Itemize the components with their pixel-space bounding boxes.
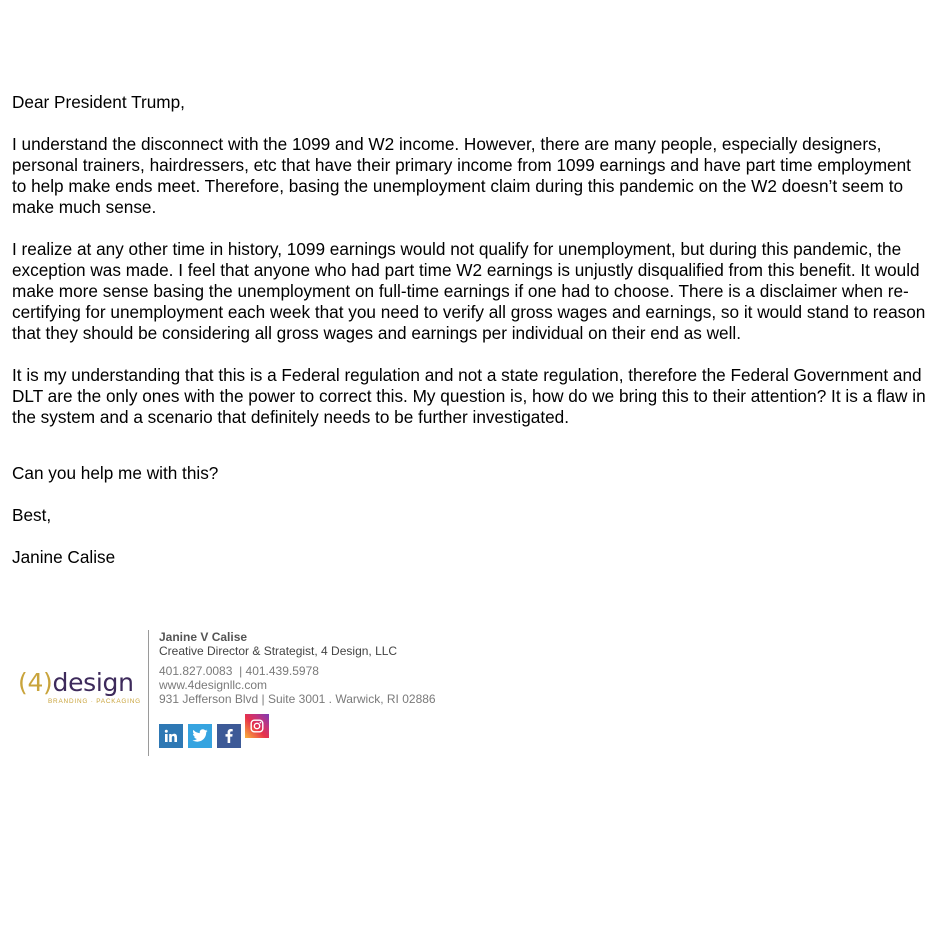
signature-title: Creative Director & Strategist, 4 Design, LLC — [159, 644, 398, 658]
social-links — [159, 714, 299, 754]
signature-divider — [148, 630, 149, 756]
twitter-icon[interactable] — [188, 724, 212, 748]
logo-tagline: BRANDING · PACKAGING — [48, 698, 141, 705]
logo-mark: (4) — [18, 668, 53, 697]
paragraph-3: It is my understanding that this is a Federal regulation and not a state regulation, therefore the Federal Government and DLT are the only ones with the power to correct this. My question is, how do we bring this to their attention? It is a flaw in the system and a scenario that definitely needs to be further investigated. — [12, 365, 926, 427]
signature-website-link[interactable]: www.4designllc.com — [159, 678, 268, 692]
logo-wordmark: design — [52, 668, 134, 697]
company-logo — [18, 668, 141, 710]
sender-name: Janine Calise — [12, 547, 116, 567]
signature-phones: 401.827.0083 | 401.439.5978 — [159, 664, 319, 678]
paragraph-2: I realize at any other time in history, 1099 earnings would not qualify for unemployment, but during this pandemic, the exception was made. I feel that anyone who had part time W2 earnings is unjustly disqualified from this benefit. It would make more sense basing the unemployment on full-time earnings if one had to choose. There is a disclaimer when re-certifying for unemployment each week that you need to verify all gross wages and earnings, so it would stand to reason that they should be considering all gross wages and earnings per individual on their end as well. — [12, 239, 926, 343]
linkedin-icon[interactable] — [159, 724, 183, 748]
signature-address: 931 Jefferson Blvd | Suite 3001 . Warwick, RI 02886 — [159, 692, 436, 706]
closing: Best, — [12, 505, 52, 525]
letter-body — [12, 92, 928, 589]
salutation: Dear President Trump, — [12, 92, 185, 112]
signature-name: Janine V Calise — [159, 630, 248, 644]
email-signature — [0, 628, 500, 758]
paragraph-1: I understand the disconnect with the 1099 and W2 income. However, there are many people, especially designers, personal trainers, hairdressers, etc that have their primary income from 1099 earnings and have part time employment to help make ends meet. Therefore, basing the unemployment claim during this pandemic on the W2 doesn’t seem to make much sense. — [12, 134, 911, 217]
signature-details — [159, 630, 436, 706]
question: Can you help me with this? — [12, 463, 219, 483]
facebook-icon[interactable] — [217, 724, 241, 748]
instagram-icon[interactable] — [245, 714, 269, 738]
